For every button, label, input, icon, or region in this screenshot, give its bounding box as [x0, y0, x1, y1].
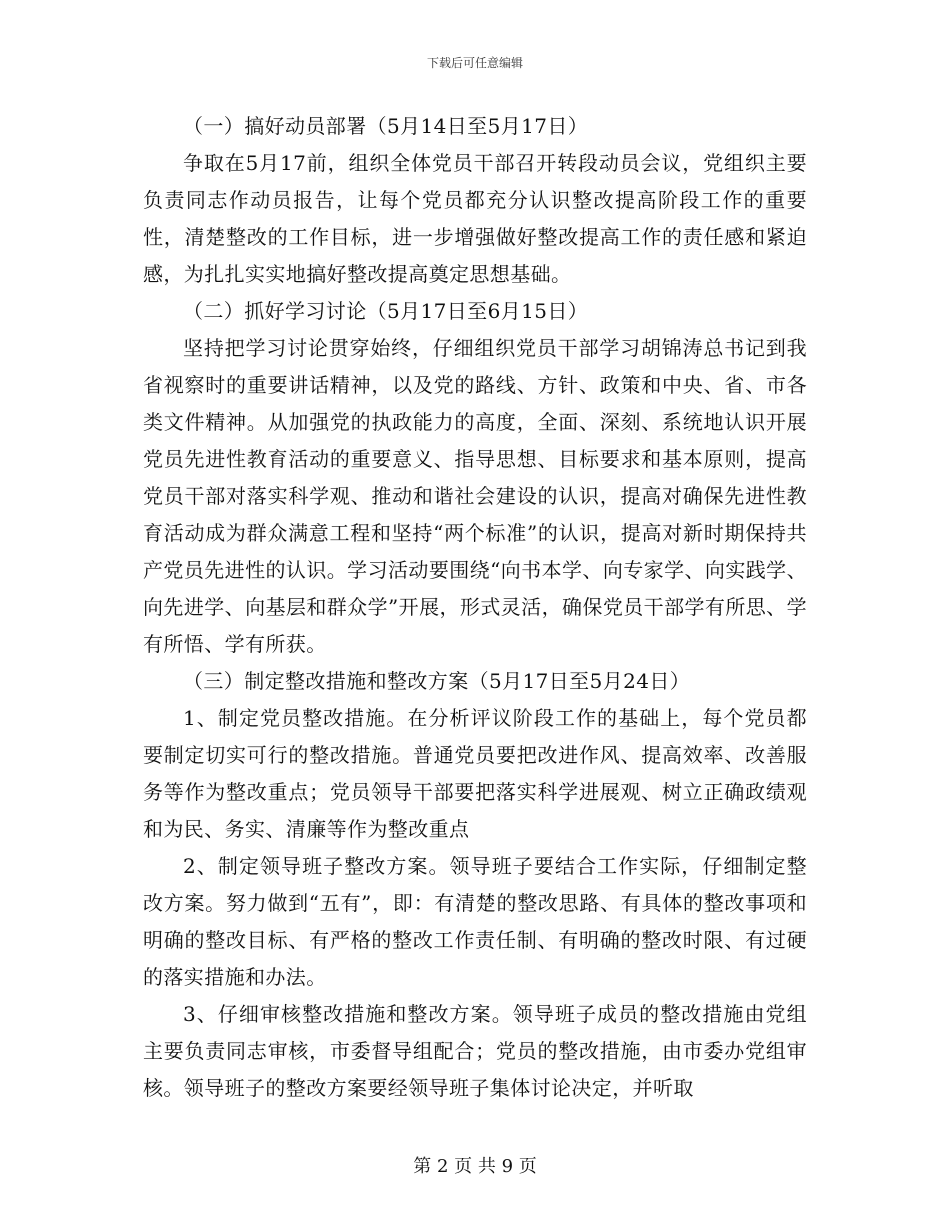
- paragraph-4: 2、制定领导班子整改方案。领导班子要结合工作实际，仔细制定整改方案。努力做到“五有”，即：有清楚的整改思路、有具体的整改事项和明确的整改目标、有严格的整改工作责任制、有明确的整改时限、有过硬的落实措施和办法。: [143, 854, 807, 989]
- paragraph-1: 争取在5月17前，组织全体党员干部召开转段动员会议，党组织主要负责同志作动员报告，让每个党员都充分认识整改提高阶段工作的重要性，清楚整改的工作目标，进一步增强做好整改提高工作的责任感和紧迫感，为扎扎实实地搞好整改提高奠定思想基础。: [143, 151, 807, 286]
- section-heading-2: （二）抓好学习讨论（5月17日至6月15日）: [183, 299, 589, 323]
- page-number-footer: 第 2 页 共 9 页: [413, 1156, 537, 1177]
- section-heading-1: （一）搞好动员部署（5月14日至5月17日）: [183, 114, 589, 138]
- document-body: [143, 108, 807, 1107]
- paragraph-3: 1、制定党员整改措施。在分析评议阶段工作的基础上，每个党员都要制定切实可行的整改措施。普通党员要把改进作风、提高效率、改善服务等作为整改重点；党员领导干部要把落实科学进展观、树立正确政绩观和为民、务实、清廉等作为整改重点: [143, 706, 807, 841]
- section-heading-3: （三）制定整改措施和整改方案（5月17日至5月24日）: [183, 669, 691, 693]
- paragraph-5: 3、仔细审核整改措施和整改方案。领导班子成员的整改措施由党组主要负责同志审核，市委督导组配合；党员的整改措施，由市委办党组审核。领导班子的整改方案要经领导班子集体讨论决定，并听取: [143, 1002, 807, 1100]
- page-header: 下载后可任意编辑: [426, 56, 523, 70]
- paragraph-2: 坚持把学习讨论贯穿始终，仔细组织党员干部学习胡锦涛总书记到我省视察时的重要讲话精神，以及党的路线、方针、政策和中央、省、市各类文件精神。从加强党的执政能力的高度，全面、深刻、系统地认识开展党员先进性教育活动的重要意义、指导思想、目标要求和基本原则，提高党员干部对落实科学观、推动和谐社会建设的认识，提高对确保先进性教育活动成为群众满意工程和坚持“两个标准”的认识，提高对新时期保持共产党员先进性的认识。学习活动要围绕“向书本学、向专家学、向实践学、向先进学、向基层和群众学”开展，形式灵活，确保党员干部学有所思、学有所悟、学有所获。: [143, 336, 807, 656]
